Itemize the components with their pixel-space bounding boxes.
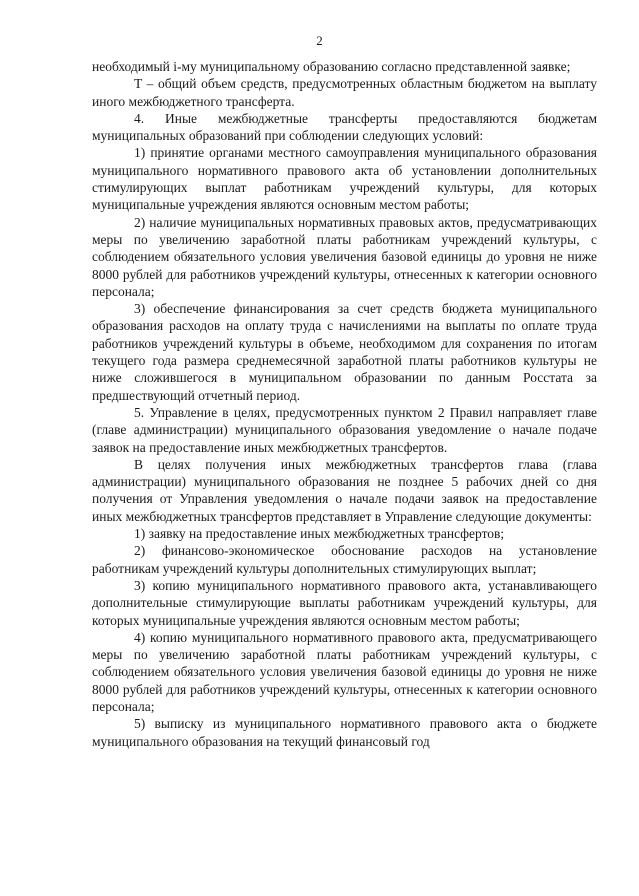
paragraph-clause-5: 5. Управление в целях, предусмотренных пунктом 2 Правил направляет главе (главе администрации) муниципального образования уведомление о начале подаче заявок на предоставление иных межбюджетных трансфертов.	[92, 404, 597, 455]
document-body	[92, 58, 597, 750]
paragraph-t-definition: T – общий объем средств, предусмотренных областным бюджетом на выплату иного межбюджетного трансферта.	[92, 76, 597, 109]
paragraph-documents-intro: В целях получения иных межбюджетных трансфертов глава (глава администрации) муниципального образования не позднее 5 рабочих дней со дня получения от Управления уведомления о начале подачи заявок на предоставление иных межбюджетных трансфертов представляет в Управление следующие документы:	[92, 456, 597, 524]
paragraph-condition-1: 1) принятие органами местного самоуправления муниципального образования муниципального нормативного правового акта об установлении дополнительных стимулирующих выплат работникам учреждений культуры, для которых муниципальные учреждения являются основным местом работы;	[92, 145, 597, 213]
paragraph-document-4: 4) копию муниципального нормативного правового акта, предусматривающего меры по увеличению заработной платы работникам учреждений культуры, с соблюдением обязательного условия увеличения базовой единицы до уровня не ниже 8000 рублей для работников учреждений культуры, отнесенных к категории основного персонала;	[92, 629, 597, 714]
paragraph-condition-3: 3) обеспечение финансирования за счет средств бюджета муниципального образования расходов на оплату труда с начислениями на выплаты по оплате труда работников учреждений культуры в объеме, необходимом для сохранения по итогам текущего года размера среднемесячной заработной платы работников культуры не ниже сложившегося в муниципальном образовании по данным Росстата за предшествующий отчетный период.	[92, 301, 597, 403]
paragraph-document-1: 1) заявку на предоставление иных межбюджетных трансфертов;	[134, 526, 505, 542]
paragraph-document-5: 5) выписку из муниципального нормативного правового акта о бюджете муниципального образования на текущий финансовый год	[92, 716, 597, 749]
paragraph-document-2: 2) финансово-экономическое обоснование расходов на установление работникам учреждений культуры дополнительных стимулирующих выплат;	[92, 543, 597, 576]
paragraph-condition-2: 2) наличие муниципальных нормативных правовых актов, предусматривающих меры по увеличению заработной платы работникам учреждений культуры, с соблюдением обязательного условия увеличения базовой единицы до уровня не ниже 8000 рублей для работников учреждений культуры, отнесенных к категории основного персонала;	[92, 214, 597, 299]
paragraph-clause-4: 4. Иные межбюджетные трансферты предоставляются бюджетам муниципальных образований при соблюдении следующих условий:	[92, 110, 597, 144]
page-number: 2	[316, 33, 323, 48]
paragraph-continuation: необходимый i-му муниципальному образованию согласно представленной заявке;	[92, 59, 571, 74]
paragraph-document-3: 3) копию муниципального нормативного правового акта, устанавливающего дополнительные стимулирующие выплаты работникам учреждений культуры, для которых муниципальные учреждения являются основным местом работы;	[92, 577, 597, 628]
